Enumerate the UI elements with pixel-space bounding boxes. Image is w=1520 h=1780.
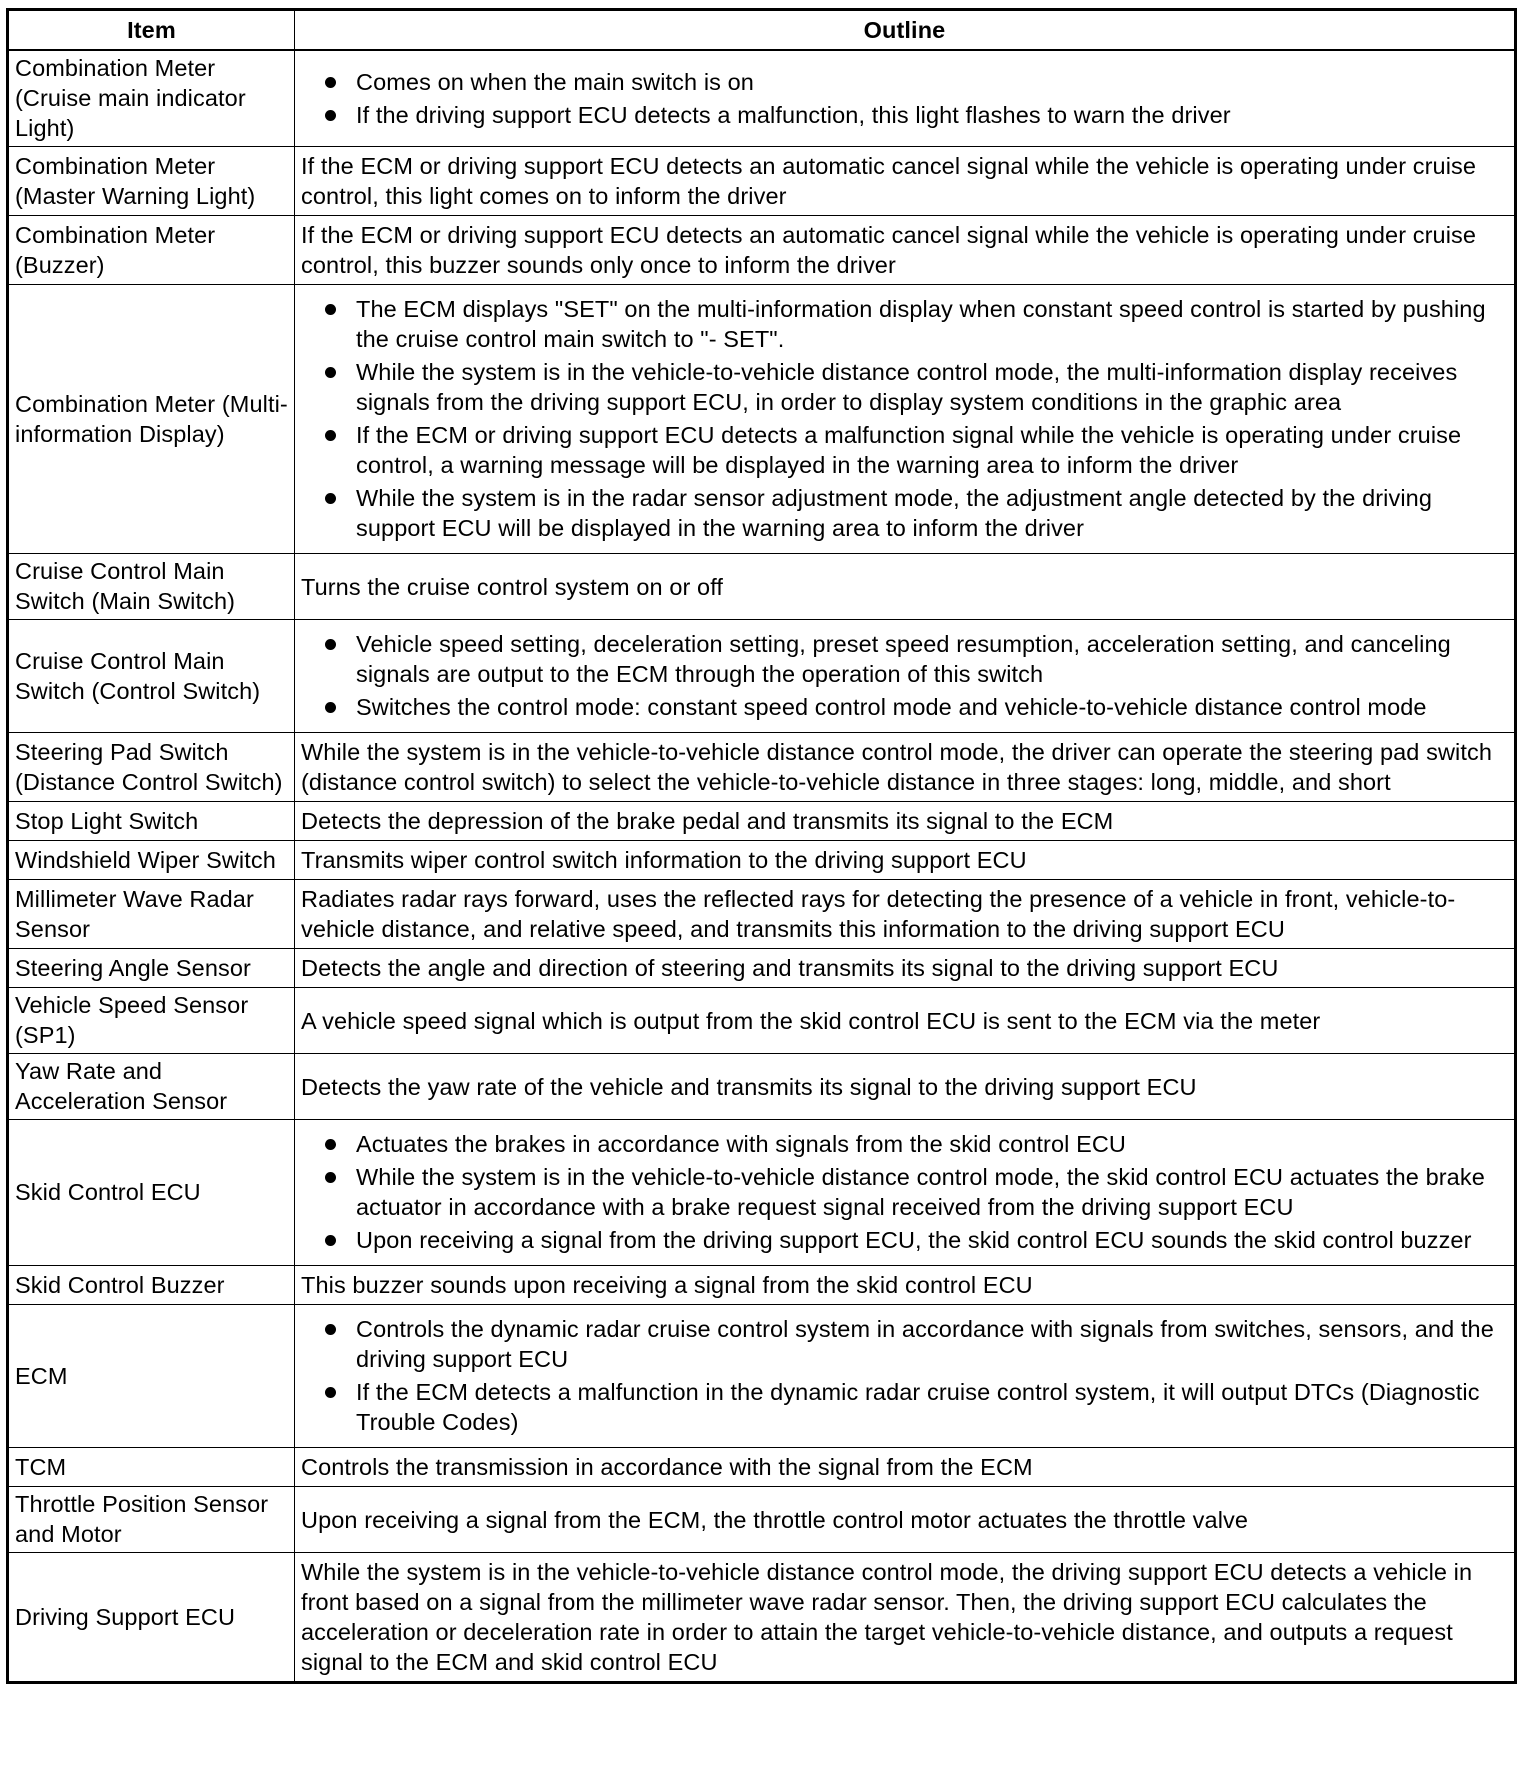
- table-row: [8, 1120, 1516, 1266]
- table-row: [8, 949, 1516, 988]
- outline-cell: Detects the angle and direction of steering and transmits its signal to the driving support ECU: [295, 949, 1516, 988]
- item-cell: Windshield Wiper Switch: [8, 841, 295, 880]
- item-cell: Yaw Rate and Acceleration Sensor: [8, 1054, 295, 1120]
- table-row: [8, 802, 1516, 841]
- bullet-item: Actuates the brakes in accordance with signals from the skid control ECU: [301, 1129, 1508, 1159]
- table-row: [8, 285, 1516, 554]
- bullet-item: While the system is in the vehicle-to-vehicle distance control mode, the skid control ECU actuates the brake actuator in accordance with a brake request signal received from the driving support ECU: [301, 1162, 1508, 1222]
- item-cell: Combination Meter (Buzzer): [8, 216, 295, 285]
- table-row: [8, 733, 1516, 802]
- bullet-list: [301, 62, 1508, 136]
- bullet-list: [301, 1309, 1508, 1443]
- outline-cell: Transmits wiper control switch information to the driving support ECU: [295, 841, 1516, 880]
- bullet-item: Vehicle speed setting, deceleration setting, preset speed resumption, acceleration setting, and canceling signals are output to the ECM through the operation of this switch: [301, 629, 1508, 689]
- document-page: [6, 8, 1514, 1684]
- outline-cell: While the system is in the vehicle-to-vehicle distance control mode, the driver can operate the steering pad switch (distance control switch) to select the vehicle-to-vehicle distance in three stages: long, middle, and short: [295, 733, 1516, 802]
- item-cell: Combination Meter (Multi-information Display): [8, 285, 295, 554]
- table-row: [8, 1448, 1516, 1487]
- component-outline-table: [6, 8, 1517, 1684]
- outline-cell: This buzzer sounds upon receiving a signal from the skid control ECU: [295, 1266, 1516, 1305]
- item-cell: Vehicle Speed Sensor (SP1): [8, 988, 295, 1054]
- item-cell: Throttle Position Sensor and Motor: [8, 1487, 295, 1553]
- bullet-item: While the system is in the vehicle-to-vehicle distance control mode, the multi-information display receives signals from the driving support ECU, in order to display system conditions in the graphic area: [301, 357, 1508, 417]
- bullet-item: The ECM displays "SET" on the multi-information display when constant speed control is started by pushing the cruise control main switch to "- SET".: [301, 294, 1508, 354]
- table-row: [8, 988, 1516, 1054]
- item-cell: Skid Control Buzzer: [8, 1266, 295, 1305]
- item-column-header: Item: [8, 10, 295, 51]
- bullet-item: Switches the control mode: constant speed control mode and vehicle-to-vehicle distance control mode: [301, 692, 1508, 722]
- outline-cell: If the ECM or driving support ECU detects an automatic cancel signal while the vehicle is operating under cruise control, this light comes on to inform the driver: [295, 147, 1516, 216]
- outline-cell: [295, 285, 1516, 554]
- bullet-list: [301, 1124, 1508, 1261]
- bullet-item: Controls the dynamic radar cruise control system in accordance with signals from switches, sensors, and the driving support ECU: [301, 1314, 1508, 1374]
- outline-cell: [295, 1120, 1516, 1266]
- table-row: [8, 50, 1516, 147]
- table-row: [8, 216, 1516, 285]
- item-cell: Combination Meter (Master Warning Light): [8, 147, 295, 216]
- outline-column-header: Outline: [295, 10, 1516, 51]
- table-row: [8, 1487, 1516, 1553]
- bullet-item: Upon receiving a signal from the driving support ECU, the skid control ECU sounds the skid control buzzer: [301, 1225, 1508, 1255]
- outline-cell: [295, 620, 1516, 733]
- table-row: [8, 1266, 1516, 1305]
- bullet-item: If the ECM or driving support ECU detects a malfunction signal while the vehicle is operating under cruise control, a warning message will be displayed in the warning area to inform the driver: [301, 420, 1508, 480]
- item-cell: ECM: [8, 1305, 295, 1448]
- outline-cell: Detects the depression of the brake pedal and transmits its signal to the ECM: [295, 802, 1516, 841]
- bullet-item: Comes on when the main switch is on: [301, 67, 1508, 97]
- table-body: [8, 50, 1516, 1683]
- item-cell: TCM: [8, 1448, 295, 1487]
- outline-cell: Controls the transmission in accordance with the signal from the ECM: [295, 1448, 1516, 1487]
- outline-cell: A vehicle speed signal which is output from the skid control ECU is sent to the ECM via the meter: [295, 988, 1516, 1054]
- table-row: [8, 147, 1516, 216]
- outline-cell: Upon receiving a signal from the ECM, the throttle control motor actuates the throttle valve: [295, 1487, 1516, 1553]
- item-cell: Stop Light Switch: [8, 802, 295, 841]
- table-row: [8, 841, 1516, 880]
- outline-cell: [295, 1305, 1516, 1448]
- item-cell: Driving Support ECU: [8, 1553, 295, 1683]
- outline-cell: While the system is in the vehicle-to-vehicle distance control mode, the driving support ECU detects a vehicle in front based on a signal from the millimeter wave radar sensor. Then, the driving support ECU calculates the acceleration or deceleration rate in order to attain the target vehicle-to-vehicle distance, and outputs a request signal to the ECM and skid control ECU: [295, 1553, 1516, 1683]
- table-row: [8, 1054, 1516, 1120]
- item-cell: Steering Angle Sensor: [8, 949, 295, 988]
- item-cell: Cruise Control Main Switch (Control Switch): [8, 620, 295, 733]
- table-header-row: [8, 10, 1516, 51]
- bullet-item: If the ECM detects a malfunction in the dynamic radar cruise control system, it will output DTCs (Diagnostic Trouble Codes): [301, 1377, 1508, 1437]
- item-cell: Cruise Control Main Switch (Main Switch): [8, 554, 295, 620]
- bullet-list: [301, 624, 1508, 728]
- bullet-item: If the driving support ECU detects a malfunction, this light flashes to warn the driver: [301, 100, 1508, 130]
- table-row: [8, 620, 1516, 733]
- table-row: [8, 1305, 1516, 1448]
- table-row: [8, 1553, 1516, 1683]
- item-cell: Steering Pad Switch (Distance Control Switch): [8, 733, 295, 802]
- outline-cell: Turns the cruise control system on or off: [295, 554, 1516, 620]
- item-cell: Combination Meter (Cruise main indicator Light): [8, 50, 295, 147]
- table-row: [8, 554, 1516, 620]
- item-cell: Skid Control ECU: [8, 1120, 295, 1266]
- outline-cell: If the ECM or driving support ECU detects an automatic cancel signal while the vehicle is operating under cruise control, this buzzer sounds only once to inform the driver: [295, 216, 1516, 285]
- item-cell: Millimeter Wave Radar Sensor: [8, 880, 295, 949]
- bullet-item: While the system is in the radar sensor adjustment mode, the adjustment angle detected by the driving support ECU will be displayed in the warning area to inform the driver: [301, 483, 1508, 543]
- outline-cell: Radiates radar rays forward, uses the reflected rays for detecting the presence of a vehicle in front, vehicle-to-vehicle distance, and relative speed, and transmits this information to the driving support ECU: [295, 880, 1516, 949]
- bullet-list: [301, 289, 1508, 549]
- table-row: [8, 880, 1516, 949]
- outline-cell: [295, 50, 1516, 147]
- outline-cell: Detects the yaw rate of the vehicle and transmits its signal to the driving support ECU: [295, 1054, 1516, 1120]
